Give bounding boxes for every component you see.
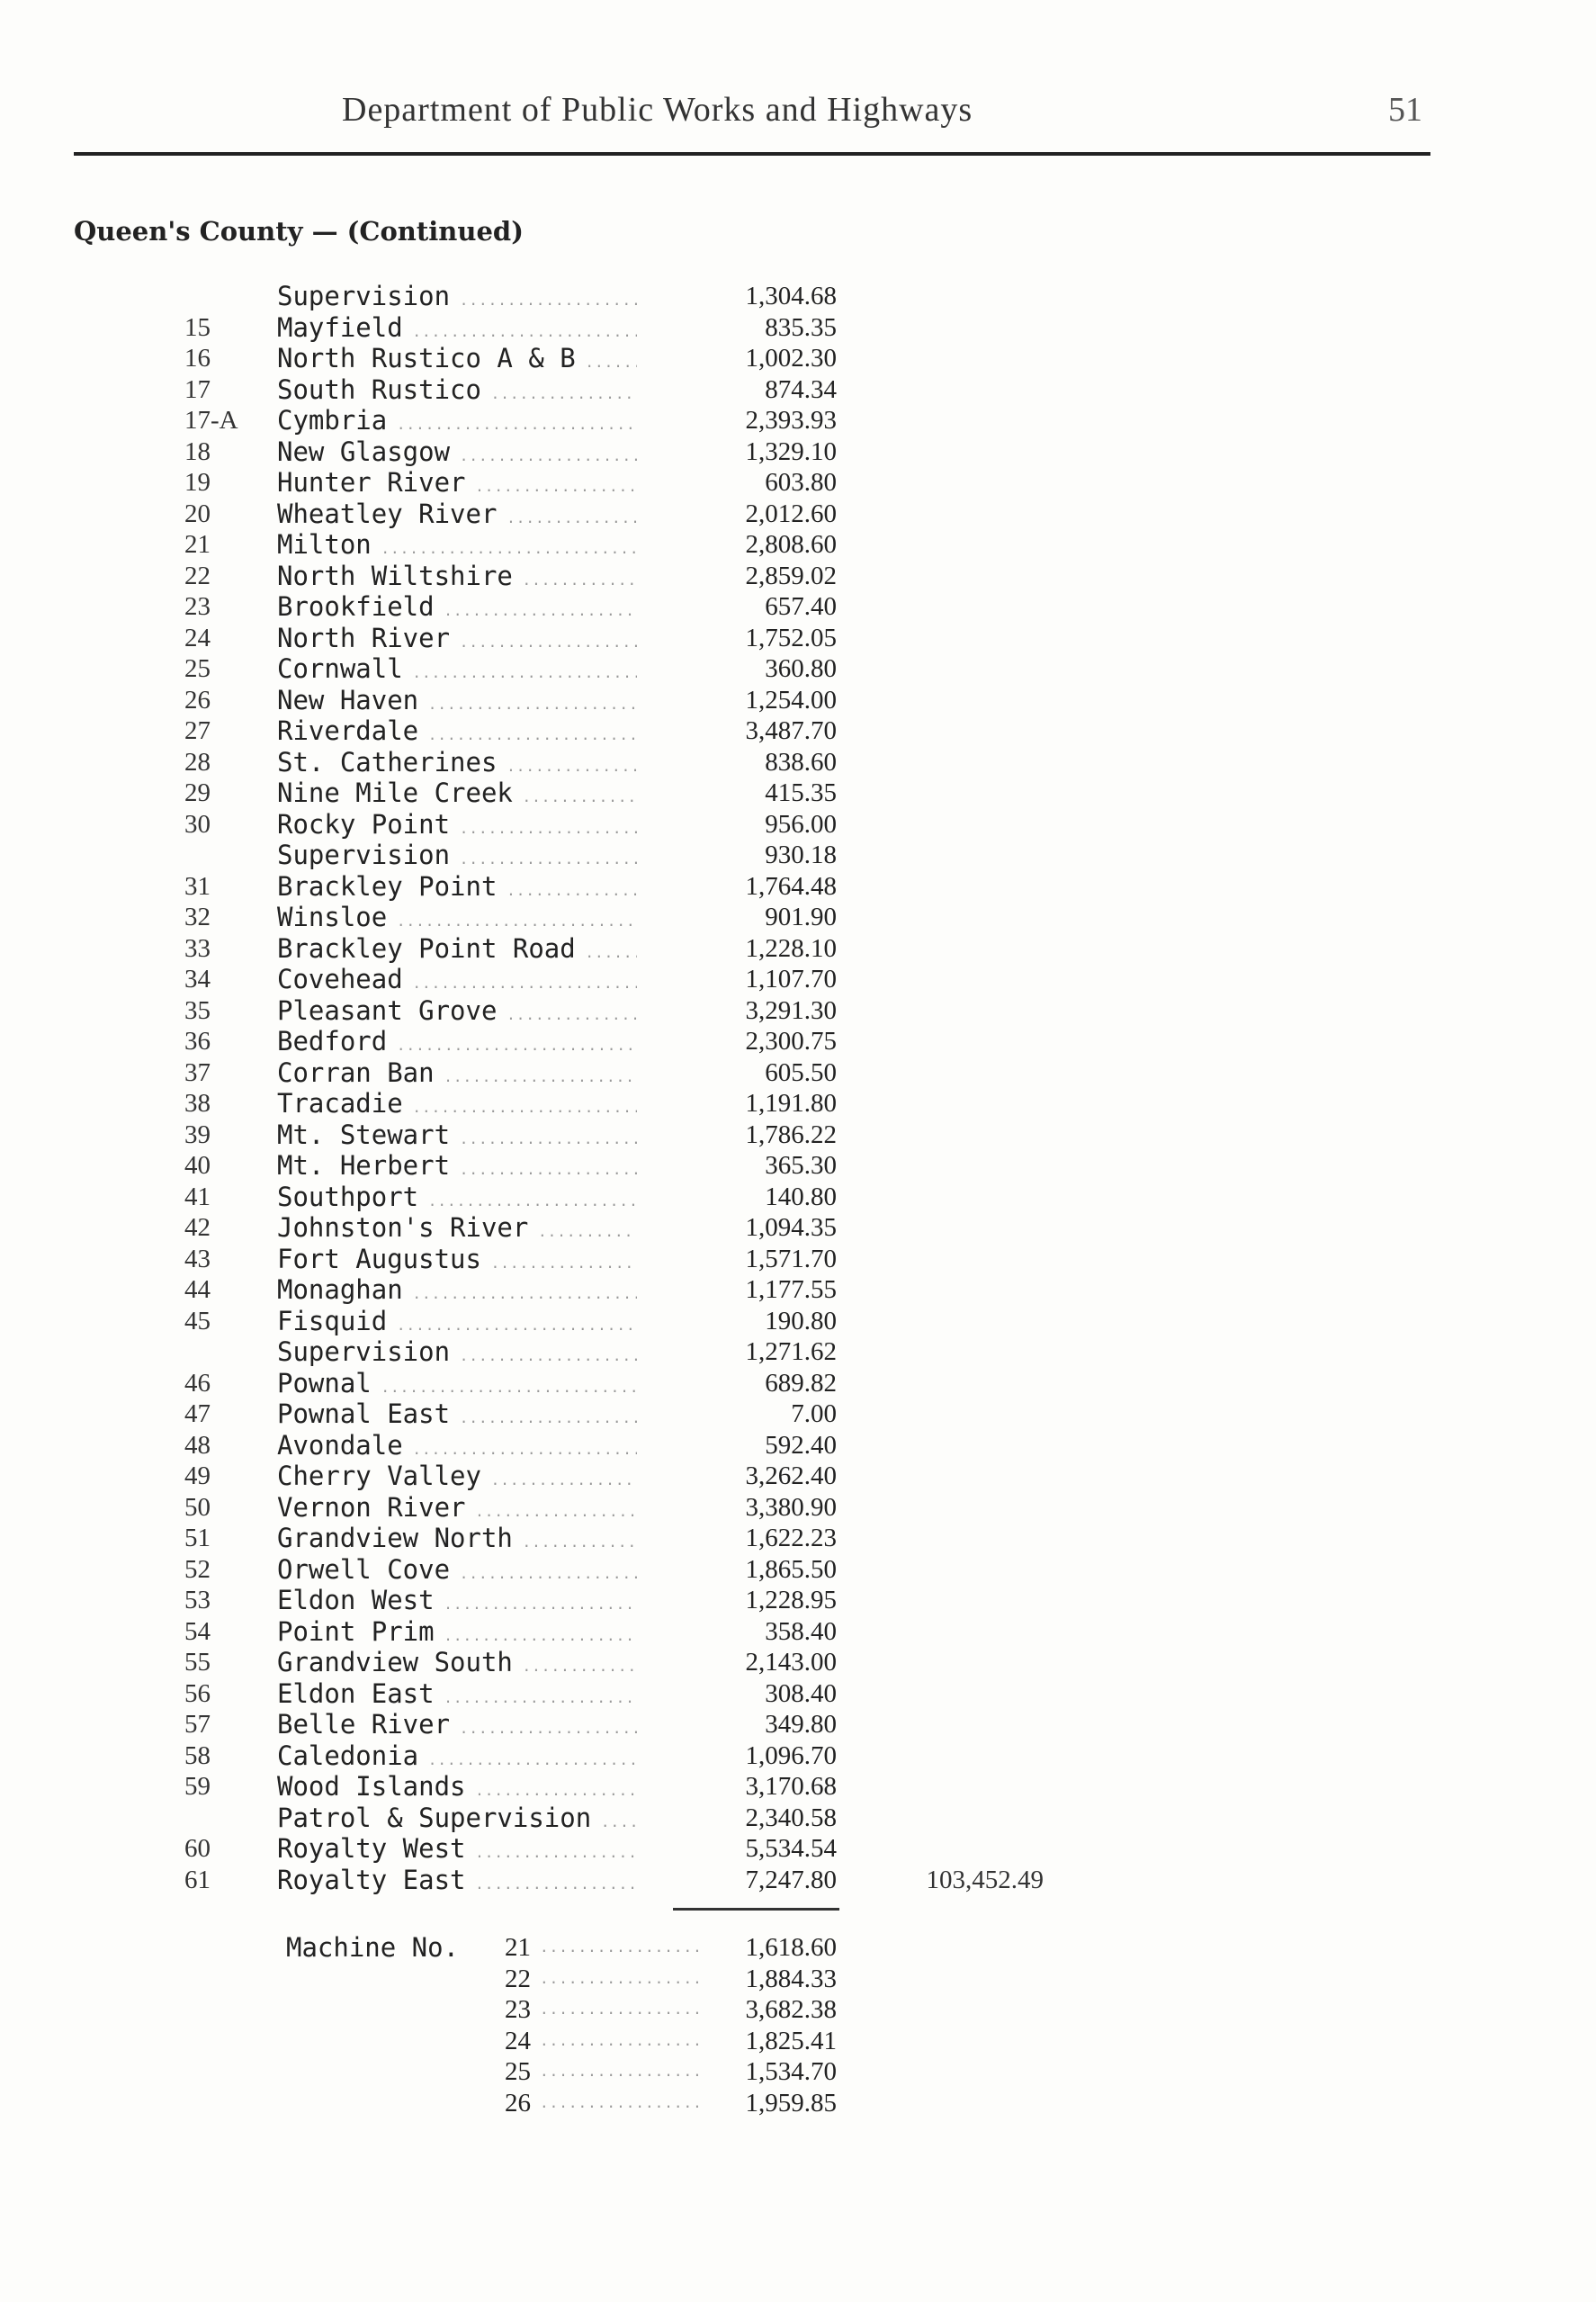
table-row	[0, 840, 1596, 871]
page-header-title: Department of Public Works and Highways	[342, 91, 973, 129]
road-number: 38	[184, 1089, 211, 1118]
road-name: Tracadie .....	[277, 1088, 637, 1123]
road-number: 60	[184, 1834, 211, 1863]
leader-dots: .................	[540, 2001, 703, 2018]
table-row	[0, 1585, 1596, 1616]
road-name: Corran Ban .....	[277, 1057, 637, 1093]
amount: 2,393.93	[745, 406, 837, 435]
table-row	[0, 499, 1596, 530]
road-number: 45	[184, 1306, 211, 1335]
table-row	[0, 902, 1596, 933]
road-name: North Rustico A & B .....	[277, 343, 637, 378]
road-name: Wheatley River .....	[277, 499, 637, 534]
section-heading: Queen's County — (Continued)	[74, 216, 524, 247]
table-row	[0, 1274, 1596, 1306]
amount: 1,764.48	[745, 871, 837, 901]
amount: 930.18	[765, 841, 837, 869]
road-name: Mt. Stewart .....	[277, 1120, 637, 1155]
table-row	[0, 995, 1596, 1027]
table-row	[0, 1461, 1596, 1492]
road-number: 51	[184, 1524, 211, 1552]
road-number: 35	[184, 995, 211, 1025]
amount: 1,254.00	[745, 685, 837, 715]
amount: 1,228.10	[745, 933, 837, 963]
road-number: 22	[184, 561, 211, 590]
amount: 349.80	[765, 1710, 837, 1739]
leader-dots: .................	[540, 2093, 703, 2111]
amount: 5,534.54	[745, 1834, 837, 1863]
road-name: Supervision .....	[277, 281, 637, 316]
sum-rule	[673, 1908, 839, 1911]
road-number: 24	[184, 623, 211, 652]
table-row	[0, 1616, 1596, 1648]
amount: 2,859.02	[745, 561, 837, 590]
amount: 1,002.30	[745, 344, 837, 373]
header-rule	[74, 152, 1430, 156]
road-name: Nine Mile Creek .....	[277, 778, 637, 813]
amount: 901.90	[765, 903, 837, 931]
road-name: New Glasgow .....	[277, 436, 637, 472]
road-name: Fisquid .....	[277, 1306, 637, 1341]
road-name: Vernon River .....	[277, 1492, 637, 1527]
road-number: 52	[184, 1554, 211, 1584]
leader-dots: .................	[540, 1938, 703, 1956]
table-row	[0, 1523, 1596, 1554]
road-name: Cymbria .....	[277, 405, 637, 440]
machine-number: 26	[505, 2088, 531, 2118]
amount: 358.40	[765, 1616, 837, 1646]
road-name: Cherry Valley .....	[277, 1461, 637, 1496]
road-name: Pownal East .....	[277, 1398, 637, 1434]
road-name: Patrol & Supervision .....	[277, 1803, 637, 1838]
table-row	[0, 1865, 1596, 1896]
road-number: 42	[184, 1213, 211, 1242]
road-number: 30	[184, 809, 211, 839]
table-row	[0, 529, 1596, 561]
machine-amount: 3,682.38	[745, 1995, 837, 2024]
table-row	[0, 1088, 1596, 1120]
machine-number: 22	[505, 1964, 531, 1993]
road-name: Mt. Herbert .....	[277, 1150, 637, 1185]
amount: 1,752.05	[745, 623, 837, 652]
table-row	[0, 436, 1596, 468]
machine-row	[0, 1932, 1596, 1964]
road-number: 16	[184, 344, 211, 373]
table-row	[0, 1212, 1596, 1244]
road-number: 15	[184, 312, 211, 342]
table-row	[0, 281, 1596, 312]
road-name: Supervision .....	[277, 1336, 637, 1371]
road-number: 47	[184, 1399, 211, 1428]
table-row	[0, 1647, 1596, 1678]
road-name: Grandview South .....	[277, 1647, 637, 1682]
amount: 7.00	[791, 1399, 837, 1428]
amount: 365.30	[765, 1151, 837, 1180]
amount: 415.35	[765, 778, 837, 807]
amount: 956.00	[765, 809, 837, 839]
road-number: 58	[184, 1740, 211, 1770]
amount: 1,622.23	[745, 1524, 837, 1552]
table-row	[0, 1398, 1596, 1430]
road-number: 55	[184, 1648, 211, 1677]
amount: 3,487.70	[745, 716, 837, 745]
table-row	[0, 715, 1596, 747]
road-name: Cornwall .....	[277, 653, 637, 688]
road-number: 46	[184, 1368, 211, 1398]
table-row	[0, 809, 1596, 841]
amount: 360.80	[765, 654, 837, 683]
road-number: 57	[184, 1710, 211, 1739]
machine-number: 25	[505, 2057, 531, 2086]
table-row	[0, 1678, 1596, 1710]
machine-amount: 1,959.85	[745, 2088, 837, 2118]
table-row	[0, 933, 1596, 965]
machine-row	[0, 2026, 1596, 2057]
table-row	[0, 561, 1596, 592]
amount: 1,096.70	[745, 1740, 837, 1770]
road-number: 36	[184, 1027, 211, 1056]
machine-row	[0, 1964, 1596, 1995]
road-number: 28	[184, 747, 211, 777]
amount: 874.34	[765, 374, 837, 404]
table-row	[0, 1120, 1596, 1151]
table-row	[0, 1771, 1596, 1803]
amount: 838.60	[765, 747, 837, 777]
amount: 1,786.22	[745, 1120, 837, 1149]
table-row	[0, 591, 1596, 623]
road-name: Avondale .....	[277, 1430, 637, 1465]
amount: 140.80	[765, 1182, 837, 1211]
road-number: 39	[184, 1120, 211, 1149]
machine-amount: 1,825.41	[745, 2026, 837, 2055]
page-number: 51	[1388, 91, 1422, 129]
amount: 2,340.58	[745, 1803, 837, 1832]
road-number: 31	[184, 871, 211, 901]
table-row	[0, 374, 1596, 406]
expenditure-table	[0, 281, 1596, 1895]
road-name: Riverdale .....	[277, 715, 637, 751]
amount: 2,143.00	[745, 1648, 837, 1677]
amount: 7,247.80	[745, 1865, 837, 1894]
road-number: 53	[184, 1586, 211, 1614]
road-number: 41	[184, 1182, 211, 1211]
road-name: Mayfield .....	[277, 312, 637, 347]
road-number: 34	[184, 965, 211, 994]
leader-dots: .................	[540, 2063, 703, 2080]
road-name: Caledonia .....	[277, 1740, 637, 1776]
table-row	[0, 1150, 1596, 1182]
road-number: 49	[184, 1461, 211, 1490]
table-row	[0, 653, 1596, 685]
amount: 603.80	[765, 468, 837, 497]
road-name: Orwell Cove .....	[277, 1554, 637, 1589]
table-row	[0, 1336, 1596, 1368]
road-name: Eldon West .....	[277, 1585, 637, 1620]
road-number: 17-A	[184, 406, 238, 435]
road-name: Covehead .....	[277, 964, 637, 999]
road-name: North Wiltshire .....	[277, 561, 637, 596]
amount: 190.80	[765, 1306, 837, 1335]
table-row	[0, 343, 1596, 374]
table-row	[0, 1182, 1596, 1213]
road-name: Belle River .....	[277, 1709, 637, 1744]
road-name: Southport .....	[277, 1182, 637, 1217]
road-number: 40	[184, 1151, 211, 1180]
machine-amount: 1,884.33	[745, 1964, 837, 1993]
road-name: Johnston's River .....	[277, 1212, 637, 1247]
table-row	[0, 964, 1596, 995]
road-number: 54	[184, 1616, 211, 1646]
table-row	[0, 1554, 1596, 1586]
table-row	[0, 871, 1596, 903]
amount: 3,380.90	[745, 1492, 837, 1522]
road-number: 56	[184, 1678, 211, 1708]
road-number: 33	[184, 933, 211, 963]
amount: 1,271.62	[745, 1337, 837, 1366]
road-name: Monaghan .....	[277, 1274, 637, 1309]
amount: 1,107.70	[745, 965, 837, 994]
road-name: Pleasant Grove .....	[277, 995, 637, 1030]
road-name: Fort Augustus .....	[277, 1244, 637, 1279]
road-name: Milton .....	[277, 529, 637, 564]
road-name: Royalty East .....	[277, 1865, 637, 1900]
amount: 1,228.95	[745, 1586, 837, 1614]
table-row	[0, 1057, 1596, 1089]
road-name: Point Prim .....	[277, 1616, 637, 1651]
machine-number: 24	[505, 2026, 531, 2055]
amount: 1,571.70	[745, 1244, 837, 1273]
road-name: South Rustico .....	[277, 374, 637, 409]
amount: 657.40	[765, 592, 837, 621]
amount: 3,291.30	[745, 995, 837, 1025]
amount: 2,012.60	[745, 499, 837, 528]
road-name: North River .....	[277, 623, 637, 658]
road-number: 48	[184, 1430, 211, 1460]
machine-label: Machine No.	[286, 1932, 460, 1963]
road-name: Brackley Point Road .....	[277, 933, 637, 968]
machine-row	[0, 1994, 1596, 2026]
leader-dots: .................	[540, 1969, 703, 1987]
amount: 308.40	[765, 1678, 837, 1708]
road-number: 20	[184, 499, 211, 528]
road-number: 18	[184, 436, 211, 466]
road-name: Winsloe .....	[277, 902, 637, 937]
amount: 1,329.10	[745, 436, 837, 466]
road-number: 43	[184, 1244, 211, 1273]
machine-row	[0, 2088, 1596, 2119]
amount: 835.35	[765, 312, 837, 342]
machine-number: 21	[505, 1933, 531, 1962]
table-row	[0, 1026, 1596, 1057]
table-row	[0, 1833, 1596, 1865]
machine-number: 23	[505, 1995, 531, 2024]
table-row	[0, 623, 1596, 654]
road-number: 29	[184, 778, 211, 807]
table-row	[0, 1709, 1596, 1740]
table-row	[0, 778, 1596, 809]
table-row	[0, 1803, 1596, 1834]
leader-dots: .................	[540, 2031, 703, 2049]
road-number: 44	[184, 1275, 211, 1304]
road-number: 32	[184, 903, 211, 931]
road-number: 50	[184, 1492, 211, 1522]
road-number: 25	[184, 654, 211, 683]
machine-row	[0, 2056, 1596, 2088]
table-row	[0, 1740, 1596, 1772]
road-name: Wood Islands .....	[277, 1771, 637, 1806]
amount: 1,094.35	[745, 1213, 837, 1242]
road-name: Grandview North .....	[277, 1523, 637, 1558]
table-row	[0, 747, 1596, 778]
table-row	[0, 1430, 1596, 1461]
amount: 1,304.68	[745, 282, 837, 310]
amount: 689.82	[765, 1368, 837, 1398]
road-number: 27	[184, 716, 211, 745]
amount: 2,808.60	[745, 530, 837, 559]
amount: 1,865.50	[745, 1554, 837, 1584]
machine-amount: 1,534.70	[745, 2057, 837, 2086]
road-number: 59	[184, 1772, 211, 1801]
road-name: Supervision .....	[277, 840, 637, 875]
road-name: New Haven .....	[277, 685, 637, 720]
machine-amount: 1,618.60	[745, 1933, 837, 1962]
machine-table	[0, 1932, 1596, 2118]
county-total: 103,452.49	[926, 1865, 1044, 1894]
road-name: Hunter River .....	[277, 467, 637, 502]
amount: 1,177.55	[745, 1275, 837, 1304]
table-row	[0, 1244, 1596, 1275]
amount: 1,191.80	[745, 1089, 837, 1118]
road-name: Bedford .....	[277, 1026, 637, 1061]
road-name: Pownal .....	[277, 1368, 637, 1403]
table-row	[0, 467, 1596, 499]
road-name: Royalty West .....	[277, 1833, 637, 1868]
road-number: 17	[184, 374, 211, 404]
table-row	[0, 1306, 1596, 1337]
road-number: 26	[184, 685, 211, 715]
amount: 3,170.68	[745, 1772, 837, 1801]
amount: 2,300.75	[745, 1027, 837, 1056]
table-row	[0, 1368, 1596, 1399]
table-row	[0, 312, 1596, 344]
road-number: 19	[184, 468, 211, 497]
road-name: St. Catherines .....	[277, 747, 637, 782]
road-number: 21	[184, 530, 211, 559]
road-number: 37	[184, 1057, 211, 1087]
amount: 605.50	[765, 1057, 837, 1087]
road-name: Rocky Point .....	[277, 809, 637, 844]
road-name: Eldon East .....	[277, 1678, 637, 1713]
road-number: 23	[184, 592, 211, 621]
amount: 592.40	[765, 1430, 837, 1460]
road-name: Brackley Point .....	[277, 871, 637, 906]
table-row	[0, 685, 1596, 716]
table-row	[0, 405, 1596, 436]
table-row	[0, 1492, 1596, 1524]
road-number: 61	[184, 1865, 211, 1894]
road-name: Brookfield .....	[277, 591, 637, 626]
amount: 3,262.40	[745, 1461, 837, 1490]
